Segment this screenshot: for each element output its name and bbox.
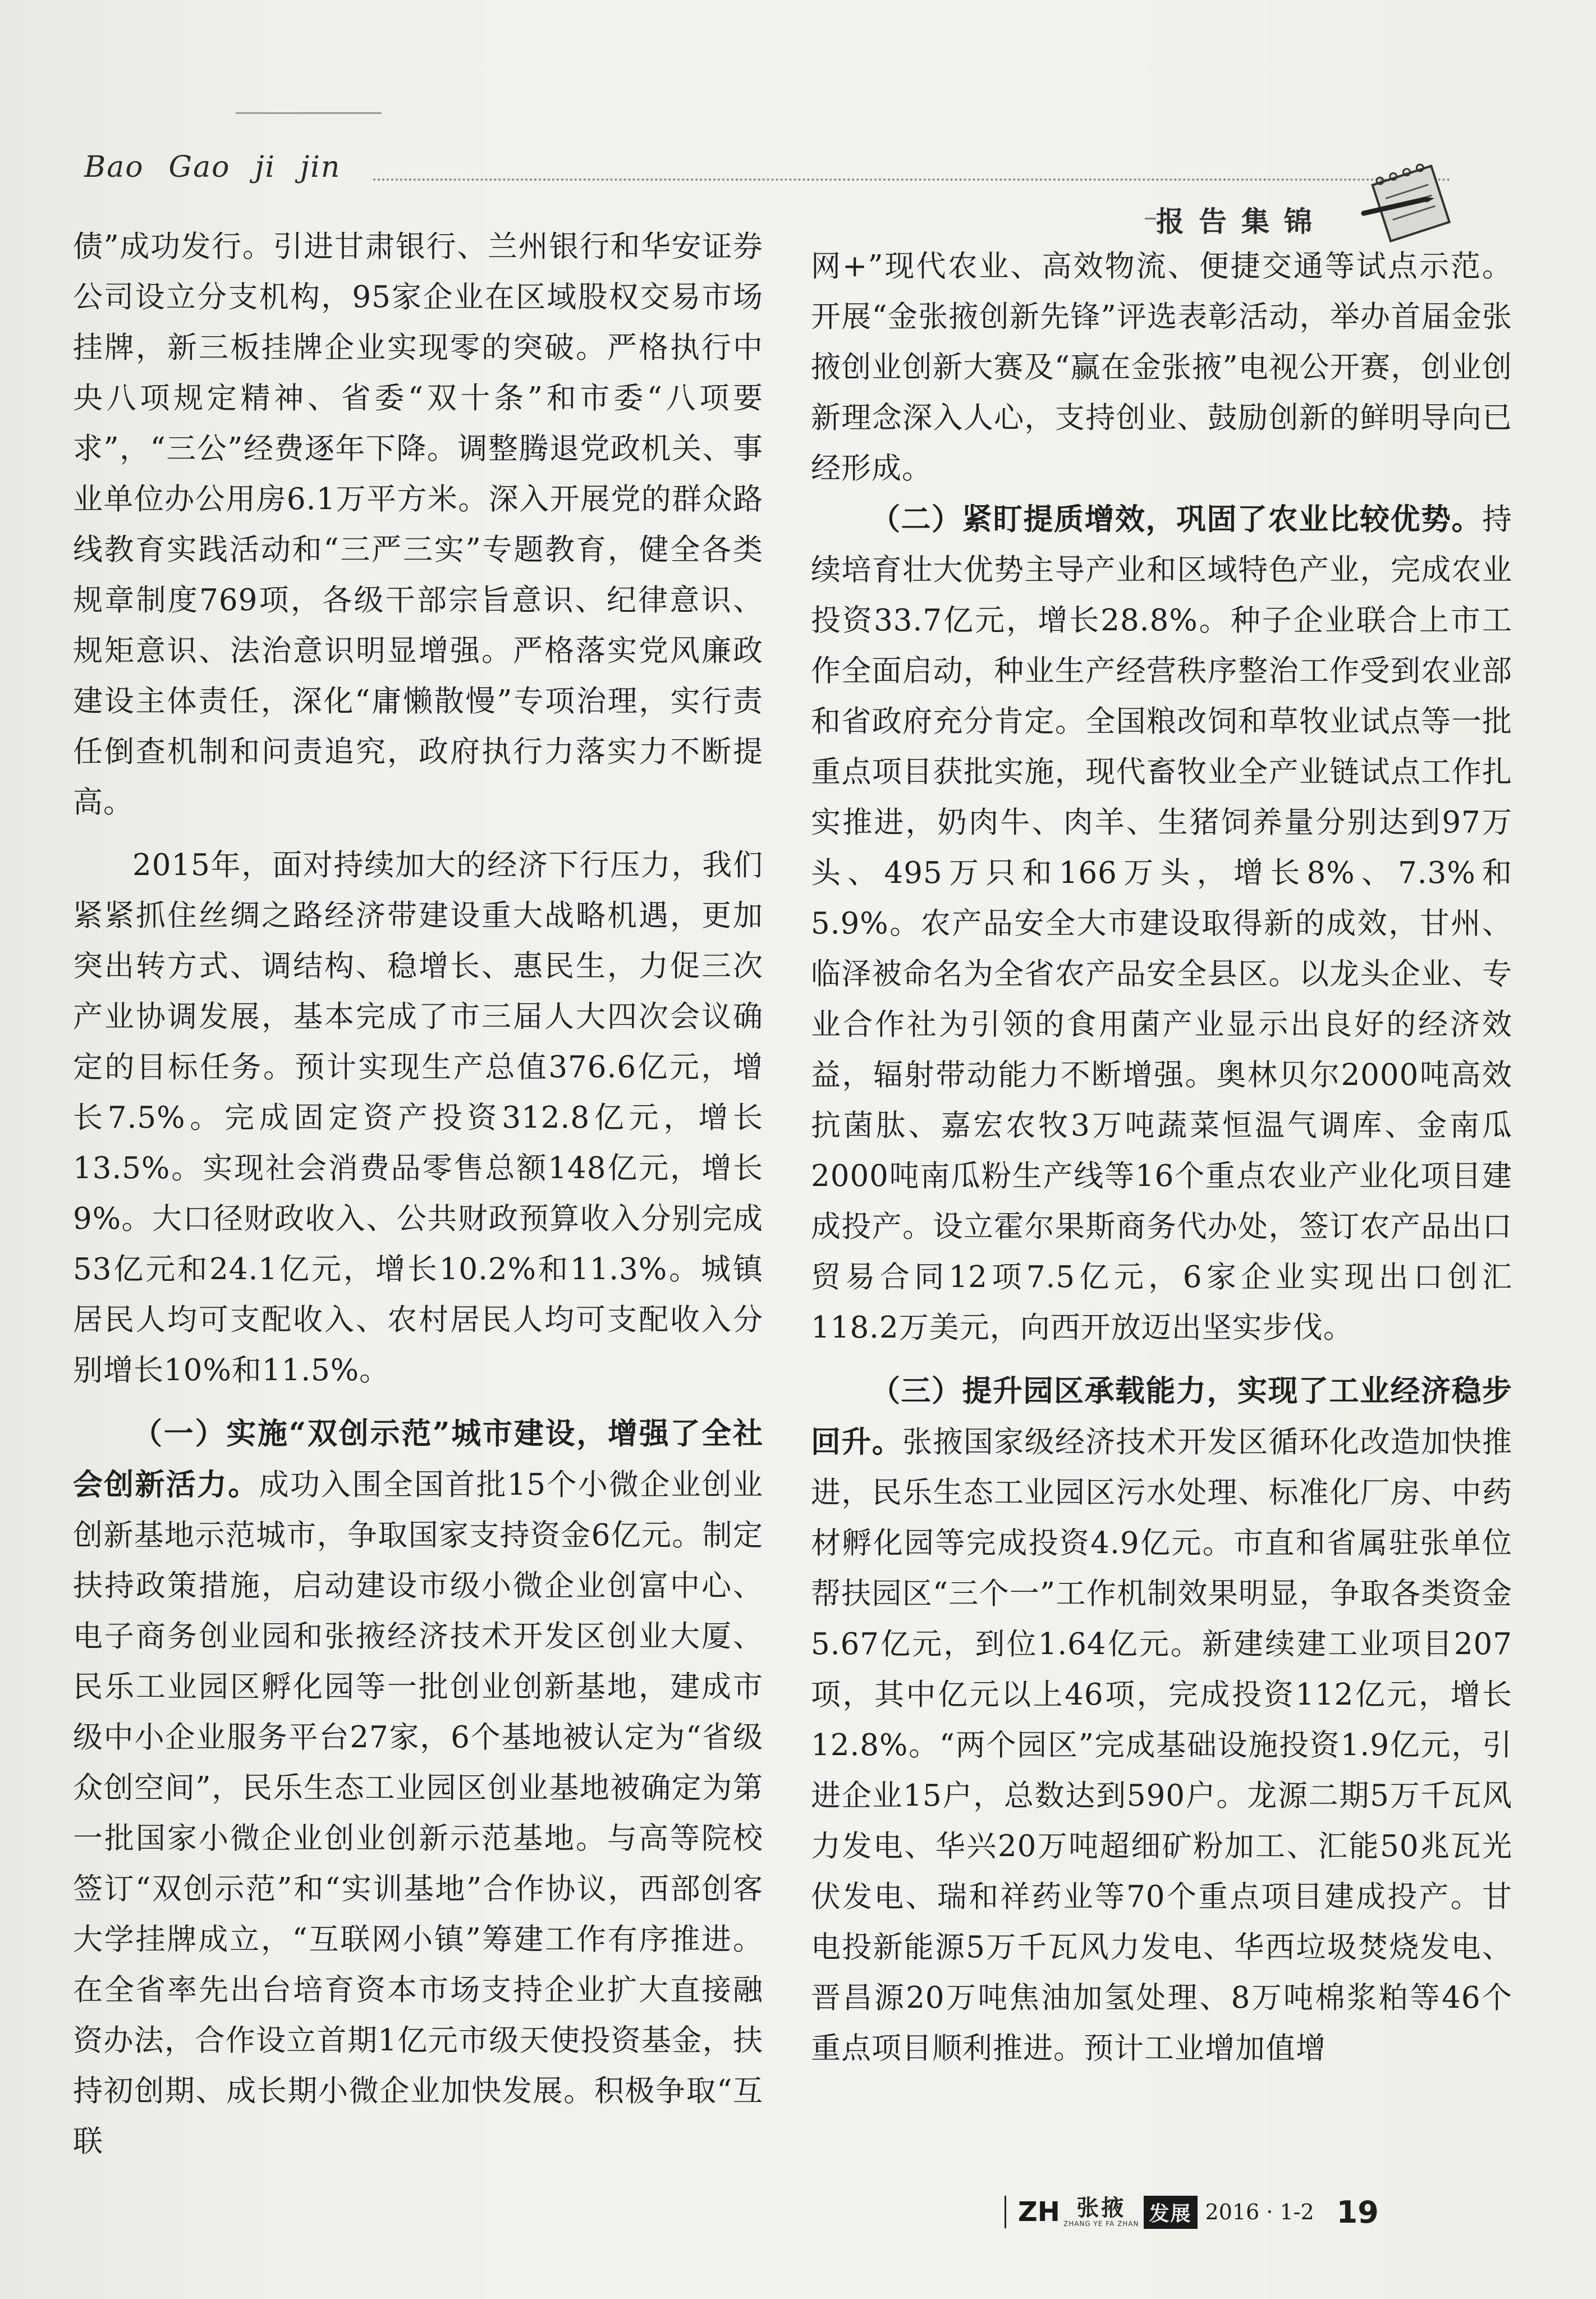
paragraph-innovation-body: 成功入围全国首批15个小微企业创业创新基地示范城市，争取国家支持资金6亿元。制定扶持政策措施，启动建设市级小微企业创富中心、电子商务创业园和张掖经济技术开发区创业大厦、民乐工业园区孵化园等一批创业创新基地，建成市级中小企业服务平台27家，6个基地被认定为“省级众创空间”，民乐生态工业园区创业基地被确定为第一批国家小微企业创业创新示范基地。与高等院校签订“双创示范”和“实训基地”合作协议，西部创客大学挂牌成立，“互联网小镇”筹建工作有序推进。在全省率先出台培育资本市场支持企业扩大直接融资办法，合作设立首期1亿元市级天使投资基金，扶持初创期、成长期小微企业加快发展。积极争取“互联 [73,1468,763,2159]
footer-name-pinyin: ZHANG YE FA ZHAN [1063,2220,1139,2228]
footer-issue: 2016 · 1-2 [1205,2200,1314,2224]
paragraph-agriculture-body: 持续培育壮大优势主导产业和区域特色产业，完成农业投资33.7亿元，增长28.8%。种子企业联合上市工作全面启动，种业生产经营秩序整治工作受到农业部和省政府充分肯定。全国粮改饲和草牧业试点等一批重点项目获批实施，现代畜牧业全产业链试点工作扎实推进，奶肉牛、肉羊、生猪饲养量分别达到97万头、495万只和166万头，增长8%、7.3%和5.9%。农产品安全大市建设取得新的成效，甘州、临泽被命名为全省农产品安全县区。以龙头企业、专业合作社为引领的食用菌产业显示出良好的经济效益，辐射带动能力不断增强。奥林贝尔2000吨高效抗菌肽、嘉宏农牧3万吨蔬菜恒温气调库、金南瓜2000吨南瓜粉生产线等16个重点农业产业化项目建成投产。设立霍尔果斯商务代办处，签订农产品出口贸易合同12项7.5亿元，6家企业实现出口创汇118.2万美元，向西开放迈出坚实步伐。 [811,502,1512,1345]
paragraph-internet-plus: 网+”现代农业、高效物流、便捷交通等试点示范。开展“金张掖创新先锋”评选表彰活动，举办首届金张掖创业创新大赛及“赢在金张掖”电视公开赛，创业创新理念深入人心，支持创业、鼓励创新的鲜明导向已经形成。 [811,249,1512,486]
paragraph-innovation [73,1408,763,2167]
footer-zh-logo: ZH [1018,2196,1060,2228]
header-word-jin: jin [300,150,341,184]
header-word-gao: Gao [168,150,231,184]
header-word-ji: ji [255,150,276,184]
header-dotted-rule [373,178,1451,181]
subheading-agriculture: （二）紧盯提质增效，巩固了农业比较优势。 [870,502,1482,537]
top-rule [236,112,382,114]
header-word-bao: Bao [84,150,144,184]
section-header-chinese: 报告集锦 [1156,205,1327,238]
header-dash [1145,218,1156,219]
paragraph-governance: 债”成功发行。引进甘肃银行、兰州银行和华安证券公司设立分支机构，95家企业在区域股权交易市场挂牌，新三板挂牌企业实现零的突破。严格执行中央八项规定精神、省委“双十条”和市委“八项要求”，“三公”经费逐年下降。调整腾退党政机关、事业单位办公用房6.1万平方米。深入开展党的群众路线教育实践活动和“三严三实”专题教育，健全各类规章制度769项，各级干部宗旨意识、纪律意识、规矩意识、法治意识明显增强。严格落实党风廉政建设主体责任，深化“庸懒散慢”专项治理，实行责任倒查机制和问责追究，政府执行力落实力不断提高。 [73,230,763,819]
subheading-industry: （三）提升园区承载能力，实现了工业经济稳步回升。 [811,1373,1512,1459]
footer-fazhan-badge: 发展 [1144,2196,1198,2229]
footer-magazine-name [1063,2196,1139,2228]
paragraph-2015-overview: 2015年，面对持续加大的经济下行压力，我们紧紧抓住丝绸之路经济带建设重大战略机遇，更加突出转方式、调结构、稳增长、惠民生，力促三次产业协调发展，基本完成了市三届人大四次会议确定的目标任务。预计实现生产总值376.6亿元，增长7.5%。完成固定资产投资312.8亿元，增长13.5%。实现社会消费品零售总额148亿元，增长9%。大口径财政收入、公共财政预算收入分别完成53亿元和24.1亿元，增长10.2%和11.3%。城镇居民人均可支配收入、农村居民人均可支配收入分别增长10%和11.5%。 [73,848,763,1387]
footer-separator [1005,2196,1006,2228]
left-text-column [73,222,763,2167]
notebook-pen-icon [1358,160,1465,250]
section-header-pinyin [84,150,365,184]
paragraph-industry [811,1366,1512,2074]
footer-name-chinese: 张掖 [1076,2195,1126,2221]
right-text-column [811,241,1512,2074]
subheading-innovation: （一）实施“双创示范”城市建设，增强了全社会创新活力。 [73,1416,763,1502]
footer-masthead [1010,2195,1379,2229]
page-number: 19 [1336,2194,1379,2230]
paragraph-agriculture [811,494,1512,1353]
paragraph-industry-body: 张掖国家级经济技术开发区循环化改造加快推进，民乐生态工业园区污水处理、标准化厂房、中药材孵化园等完成投资4.9亿元。市直和省属驻张单位帮扶园区“三个一”工作机制效果明显，争取各类资金5.67亿元，到位1.64亿元。新建续建工业项目207项，其中亿元以上46项，完成投资112亿元，增长12.8%。“两个园区”完成基础设施投资1.9亿元，引进企业15户，总数达到590户。龙源二期5万千瓦风力发电、华兴20万吨超细矿粉加工、汇能50兆瓦光伏发电、瑞和祥药业等70个重点项目建成投产。甘电投新能源5万千瓦风力发电、华西垃圾焚烧发电、晋昌源20万吨焦油加氢处理、8万吨棉浆粕等46个重点项目顺利推进。预计工业增加值增 [811,1425,1513,2066]
